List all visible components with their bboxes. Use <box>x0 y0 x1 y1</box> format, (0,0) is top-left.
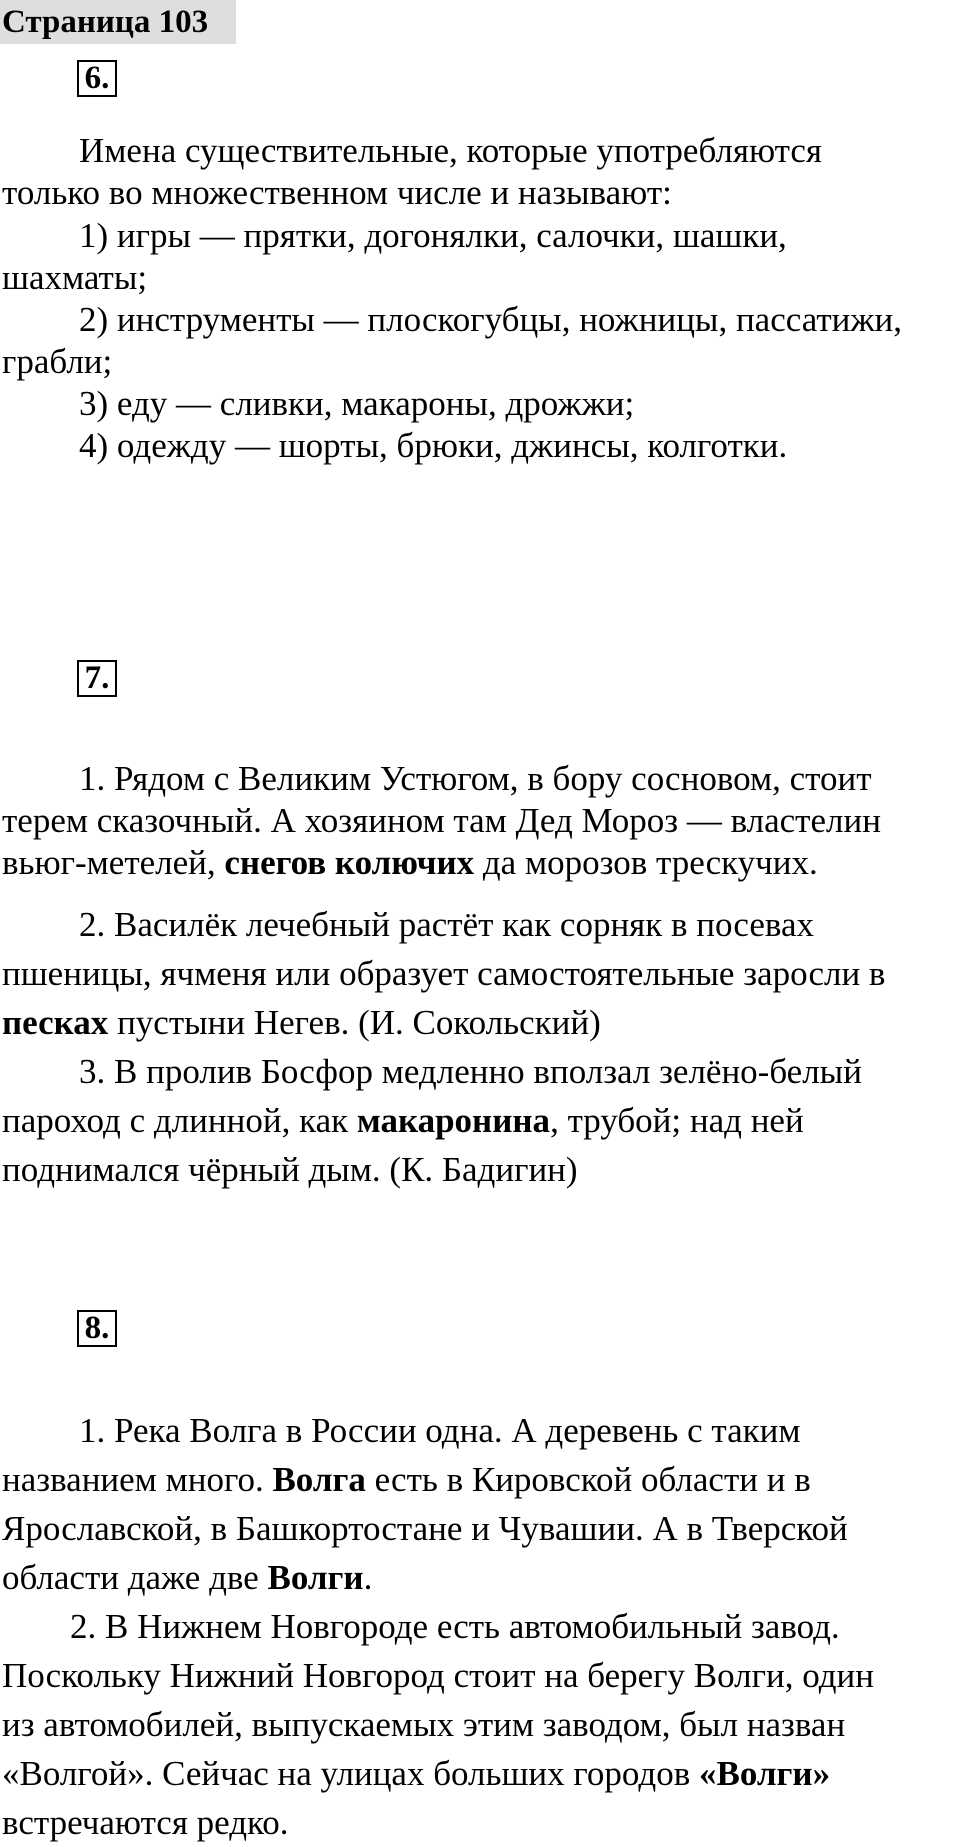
text-line: поднимался чёрный дым. (К. Бадигин) <box>2 1150 578 1189</box>
text-line: 2. В Нижнем Новгороде есть автомобильный завод. <box>70 1607 840 1646</box>
text-line: 3) еду — сливки, макароны, дрожжи; <box>79 384 635 423</box>
text-line: названием много. Волга есть в Кировской области и в <box>2 1460 811 1499</box>
text-line: Ярославской, в Башкортостане и Чувашии. А в Тверской <box>2 1509 848 1548</box>
text-line: 2) инструменты — плоскогубцы, ножницы, пассатижи, <box>79 300 903 339</box>
text-line: области даже две Волги. <box>2 1558 373 1597</box>
text-line: грабли; <box>2 342 113 381</box>
text-line: 4) одежду — шорты, брюки, джинсы, колготки. <box>79 426 788 465</box>
text-line: Имена существительные, которые употребляются <box>79 131 822 170</box>
task-number-8: 8. <box>77 1310 117 1347</box>
bold-word: Волги <box>267 1558 364 1597</box>
text-line: терем сказочный. А хозяином там Дед Мороз — властелин <box>2 801 881 840</box>
bold-word: Волга <box>272 1460 366 1499</box>
task-number-7: 7. <box>77 660 117 697</box>
text-line: 3. В пролив Босфор медленно вползал зелёно-белый <box>79 1052 862 1091</box>
task-number-6: 6. <box>77 60 117 97</box>
text-line: Поскольку Нижний Новгород стоит на берегу Волги, один <box>2 1656 874 1695</box>
text-line: 2. Василёк лечебный растёт как сорняк в посевах <box>79 905 814 944</box>
text-line: из автомобилей, выпускаемых этим заводом, был назван <box>2 1705 846 1744</box>
page-title: Страница 103 <box>0 0 236 44</box>
text-line: только во множественном числе и называют: <box>2 173 672 212</box>
bold-word: «Волги» <box>698 1754 831 1793</box>
bold-word: снегов колючих <box>224 843 475 882</box>
text-line: пшеницы, ячменя или образует самостоятельные заросли в <box>2 954 886 993</box>
bold-word: песках <box>2 1003 109 1042</box>
text-line: встречаются редко. <box>2 1803 289 1842</box>
text-line: «Волгой». Сейчас на улицах больших городов «Волги» <box>2 1754 831 1793</box>
text-line: вьюг-метелей, снегов колючих да морозов трескучих. <box>2 843 818 882</box>
text-line: песках пустыни Негев. (И. Сокольский) <box>2 1003 601 1042</box>
text-line: 1) игры — прятки, догонялки, салочки, шашки, <box>79 216 787 255</box>
text-line: шахматы; <box>2 258 148 297</box>
text-line: 1. Рядом с Великим Устюгом, в бору сосновом, стоит <box>79 759 872 798</box>
bold-word: макаронина <box>356 1101 551 1140</box>
text-line: пароход с длинной, как макаронина, трубой; над ней <box>2 1101 804 1140</box>
text-line: 1. Река Волга в России одна. А деревень с таким <box>79 1411 801 1450</box>
